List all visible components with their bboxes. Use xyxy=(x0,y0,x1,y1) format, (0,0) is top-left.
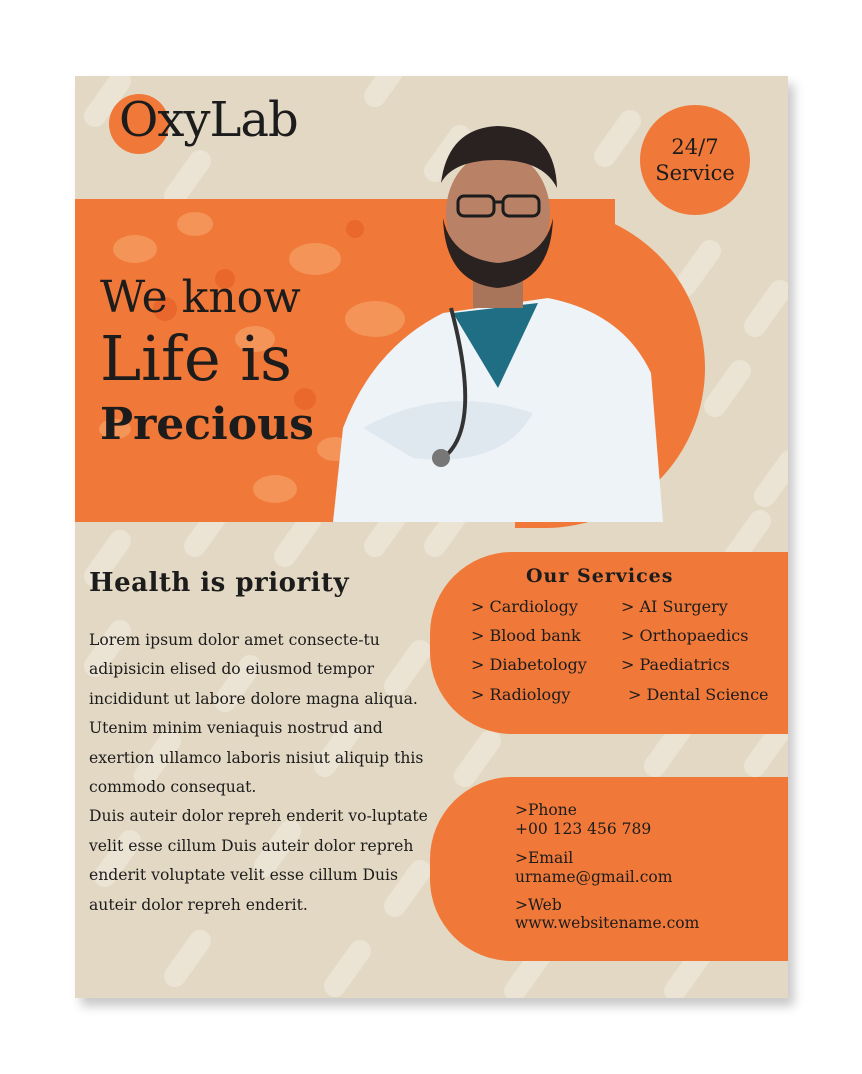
service-item: > Orthopaedics xyxy=(621,626,749,645)
service-item: > Radiology xyxy=(471,685,571,704)
service-item: > Paediatrics xyxy=(621,655,730,674)
flyer xyxy=(75,76,788,998)
hero-line3: Precious xyxy=(100,399,314,450)
health-paragraph: Utenim minim veniaquis nostrud and exertion ullamco laboris nisiut aliquip this commodo consequat. xyxy=(89,719,424,797)
health-paragraph: Lorem ipsum dolor amet consecte-tu adipisicin elised do eiusmod tempor incididunt ut labore dolore magna aliqua. xyxy=(89,631,418,708)
web-value[interactable]: www.websitename.com xyxy=(515,914,700,932)
service-item: > Diabetology xyxy=(471,655,587,674)
badge-line1: 24/7 xyxy=(671,135,719,159)
doctor-photo xyxy=(333,98,663,522)
email-label: >Email xyxy=(515,849,574,867)
phone-label: >Phone xyxy=(515,801,577,819)
health-title: Health is priority xyxy=(89,568,350,598)
health-paragraph: Duis auteir dolor repreh enderit vo-luptate velit esse cillum Duis auteir dolor repreh enderit voluptate velit esse cillum Duis auteir dolor repreh enderit. xyxy=(89,807,428,914)
email-value[interactable]: urname@gmail.com xyxy=(515,868,673,886)
hero-line1: We know xyxy=(100,272,301,323)
services-title: Our Services xyxy=(526,565,674,587)
hero-line2: Life is xyxy=(100,322,292,395)
web-label: >Web xyxy=(515,896,562,914)
badge-line2: Service xyxy=(655,161,735,185)
logo: OxyLab xyxy=(119,92,298,148)
service-item: > AI Surgery xyxy=(621,597,728,616)
phone-value[interactable]: +00 123 456 789 xyxy=(515,820,652,838)
health-body xyxy=(89,626,429,920)
service-item: > Dental Science xyxy=(628,685,769,704)
service-item: > Cardiology xyxy=(471,597,578,616)
service-item: > Blood bank xyxy=(471,626,581,645)
